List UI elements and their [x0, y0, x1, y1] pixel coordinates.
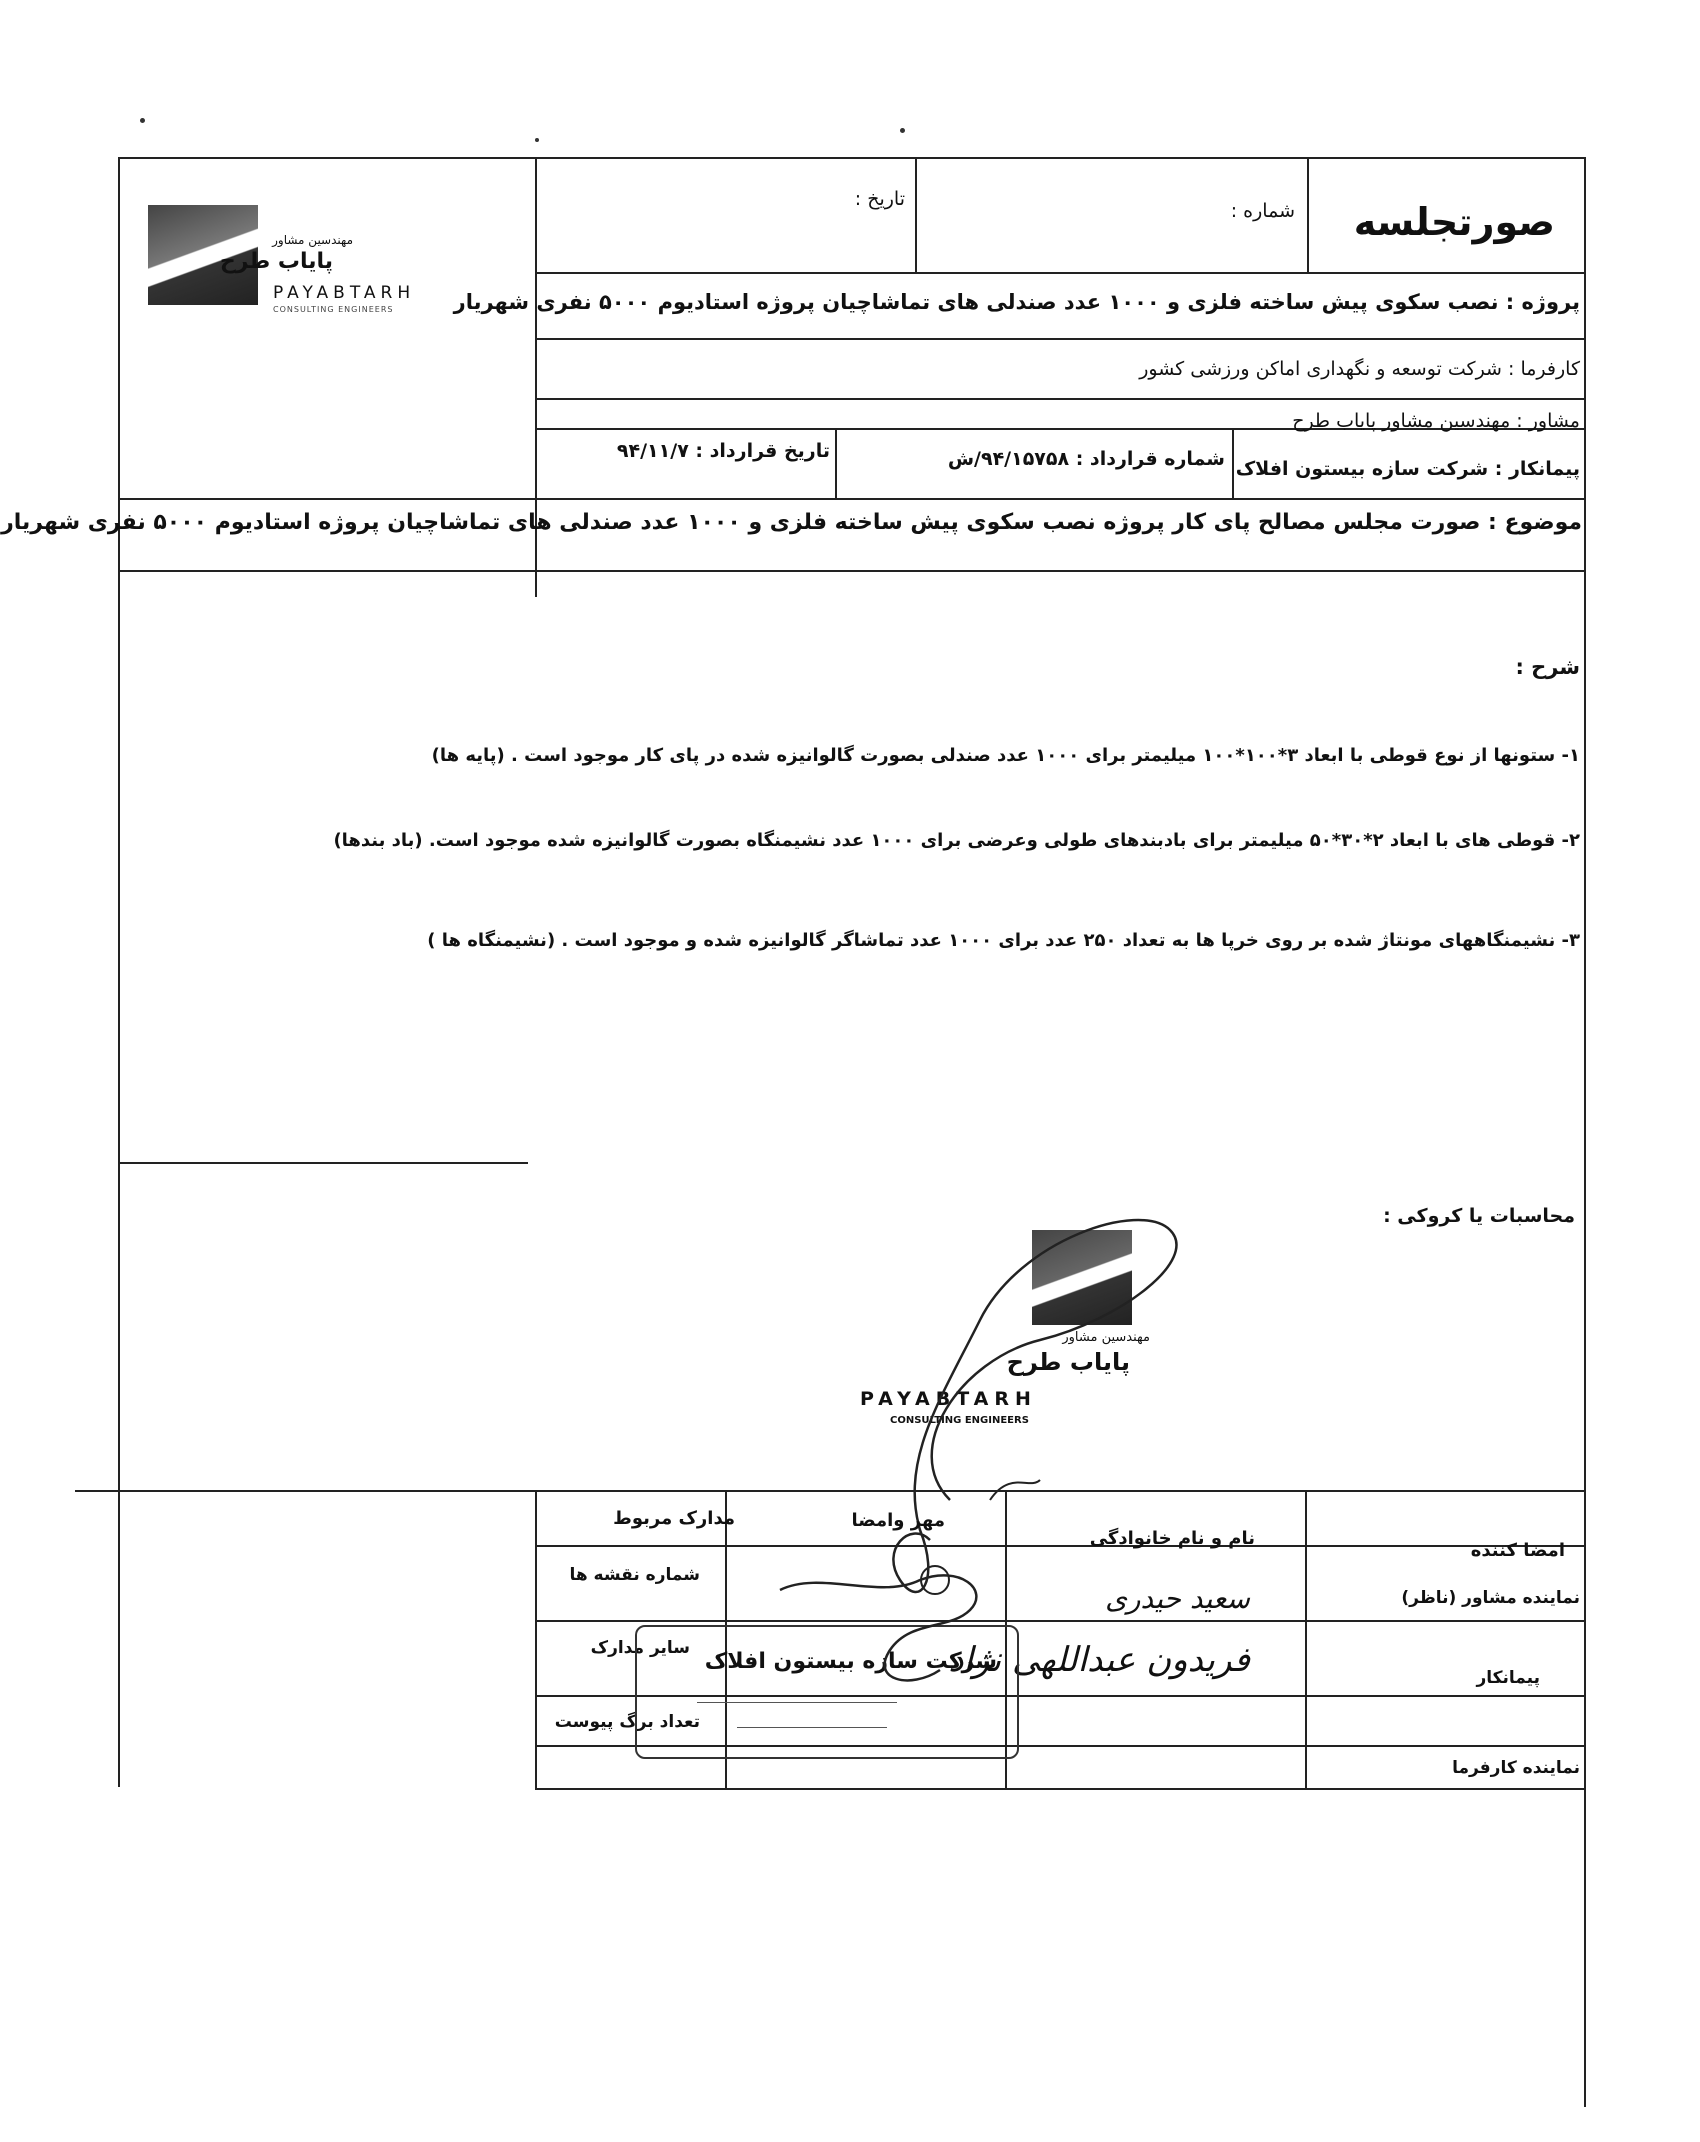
scan-mark [535, 138, 539, 142]
sign-table-bottom [535, 1788, 1585, 1790]
contract-number: شماره قرارداد : ۹۴/۱۵۷۵۸/ش [947, 448, 1225, 470]
sign-doc-attachments: تعداد برگ پیوست [554, 1712, 700, 1732]
list-item: ۲- قوطی های با ابعاد ۲*۳۰*۵۰ میلیمتر برای بادبندهای طولی وعرضی برای ۱۰۰۰ عدد نشیمنگاه بصورت گالوانیزه شده موجود است. (باد بندها) [333, 830, 1580, 851]
header-row-1 [535, 272, 1585, 274]
frame-top [118, 157, 1586, 159]
consultant-line: مشاور : مهندسین مشاور پایاب طرح [1292, 410, 1580, 432]
logo-sub-en: CONSULTING ENGINEERS [273, 305, 394, 314]
frame-left [118, 157, 120, 1787]
header-row-3 [535, 398, 1585, 400]
sign-header-name: نام و نام خانوادگی [1089, 1528, 1255, 1549]
sign-table-row-2 [535, 1620, 1585, 1622]
doc-title: صورتجلسه [1353, 200, 1555, 244]
sign-col-1 [1305, 1490, 1307, 1788]
stamp-sub-en: CONSULTING ENGINEERS [890, 1415, 1029, 1426]
sign-header-docs: مدارک مربوط [613, 1508, 735, 1529]
scan-mark [900, 128, 905, 133]
header-row-2 [535, 338, 1585, 340]
number-label: شماره : [1230, 200, 1295, 222]
logo-name-en: PAYABTARH [273, 283, 416, 303]
contractor-cell-left [1232, 428, 1234, 498]
subject-line: موضوع : صورت مجلس مصالح پای کار پروژه نصب سکوی پیش ساخته فلزی و ۱۰۰۰ عدد صندلی های تماشاچیان پروژه استادیوم ۵۰۰۰ نفری شهریار [1, 510, 1582, 535]
sign-header-role: امضا کننده [1470, 1540, 1565, 1561]
header-row-6 [118, 570, 1586, 572]
list-item: ۳- نشیمنگاههای مونتاژ شده بر روی خرپا ها به تعداد ۲۵۰ عدد برای ۱۰۰۰ عدد تماشاگر گالوانیزه شده و موجود است . (نشیمنگاه ها ) [427, 930, 1580, 951]
contractor-stamp-text: شرکت سازه بیستون افلاک [704, 1649, 997, 1674]
number-cell-left [915, 157, 917, 272]
frame-right [1584, 157, 1586, 2107]
stamp-line [737, 1727, 887, 1728]
contractor-line: پیمانکار : شرکت سازه بیستون افلاک [1235, 458, 1580, 480]
title-cell-left [1307, 157, 1309, 272]
contract-date: تاریخ قرارداد : ۹۴/۱۱/۷ [616, 440, 830, 462]
sign-name-consultant: سعید حیدری [1105, 1582, 1250, 1615]
sign-col-4 [535, 1490, 537, 1788]
sign-doc-other: سایر مدارک [590, 1638, 690, 1658]
date-label: تاریخ : [854, 188, 905, 210]
contract-no-cell-left [835, 428, 837, 498]
scan-mark [140, 118, 145, 123]
list-item: ۱- ستونها از نوع قوطی با ابعاد ۳*۱۰۰*۱۰۰ میلیمتر برای ۱۰۰۰ عدد صندلی بصورت گالوانیزه شده در پای کار موجود است . (پایه ها) [431, 745, 1580, 766]
header-row-5 [118, 498, 1586, 500]
sign-role-contractor: پیمانکار [1476, 1668, 1540, 1688]
logo-name-fa: پایاب طرح [219, 249, 333, 274]
stamp-name-en: PAYABTARH [860, 1388, 1037, 1410]
description-label: شرح : [1515, 655, 1580, 679]
stamp-name-fa: پایاب طرح [1006, 1348, 1130, 1376]
description-divider [118, 1162, 528, 1164]
sign-header-stamp: مهر وامضا [851, 1510, 945, 1531]
sign-table-top [75, 1490, 1585, 1492]
sign-role-consultant: نماینده مشاور (ناظر) [1401, 1588, 1580, 1608]
sign-name-contractor: فریدون عبداللهی نژاد [948, 1640, 1250, 1680]
stamp-line [697, 1702, 897, 1703]
project-line: پروژه : نصب سکوی پیش ساخته فلزی و ۱۰۰۰ عدد صندلی های تماشاچیان پروژه استادیوم ۵۰۰۰ نفری شهریار [453, 290, 1580, 314]
logo-top-line: مهندسین مشاور [272, 233, 353, 247]
sign-role-employer: نماینده کارفرما [1452, 1758, 1580, 1778]
stamp-top-line: مهندسین مشاور [1062, 1330, 1150, 1345]
calculations-label: محاسبات یا کروکی : [1383, 1205, 1575, 1227]
employer-line: کارفرما : شرکت توسعه و نگهداری اماکن ورزشی کشور [1139, 358, 1580, 380]
sign-table-row-1 [535, 1545, 1585, 1547]
signature-scribble-icon [840, 1200, 1220, 1620]
sign-doc-drawings: شماره نقشه ها [569, 1565, 700, 1585]
contractor-signature-icon [760, 1560, 1020, 1700]
